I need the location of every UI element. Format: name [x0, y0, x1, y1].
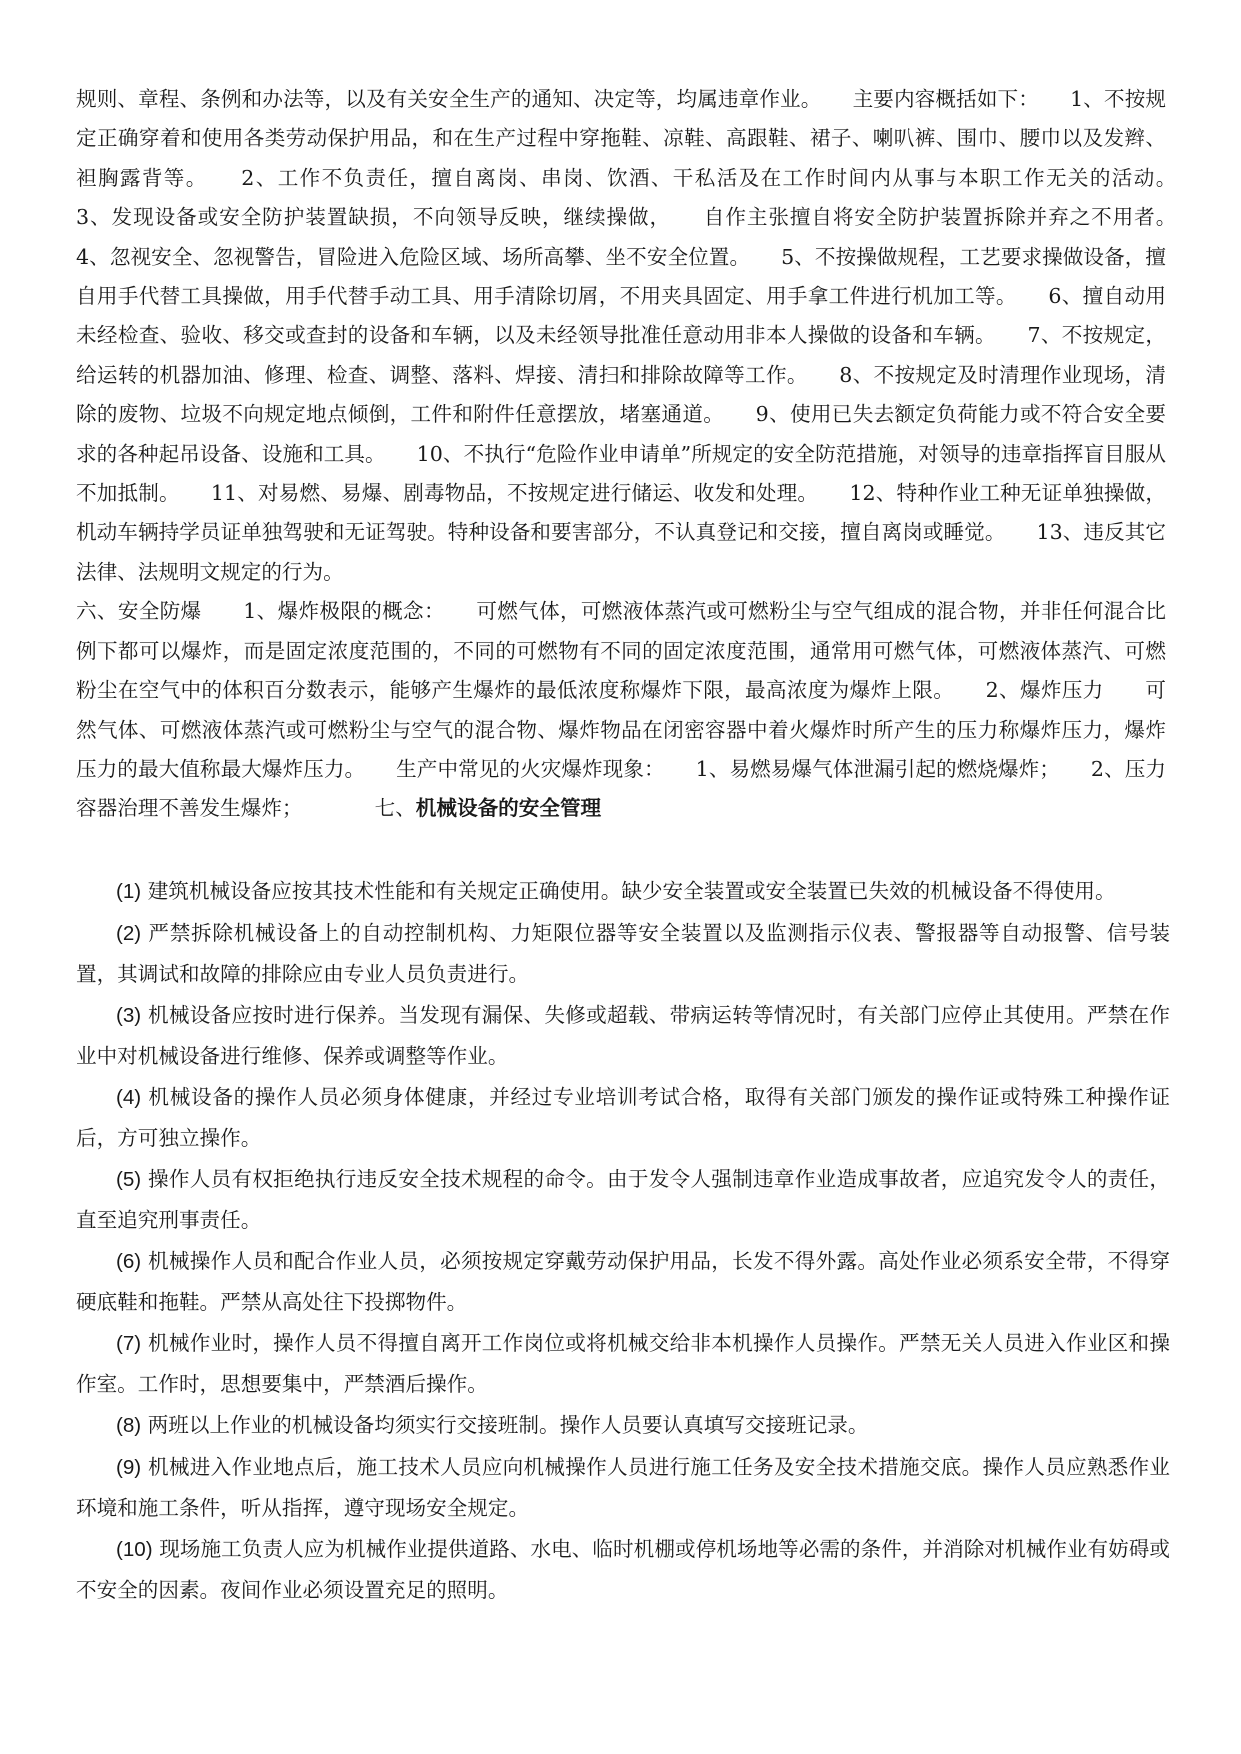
item-text: 机械设备的操作人员必须身体健康，并经过专业培训考试合格，取得有关部门颁发的操作证或特殊工种操作证后，方可独立操作。: [76, 1085, 1170, 1150]
list-item: [76, 871, 1170, 912]
list-item: [76, 1077, 1170, 1158]
item-number: (1): [116, 880, 142, 903]
list-item: [76, 995, 1170, 1076]
list-item: [76, 1405, 1170, 1446]
item-number: (2): [116, 922, 142, 945]
explosion-paragraph: [76, 592, 1166, 828]
item-text: 建筑机械设备应按其技术性能和有关规定正确使用。缺少安全装置或安全装置已失效的机械设备不得使用。: [147, 879, 1116, 903]
item-number: (10): [116, 1538, 153, 1561]
violations-paragraph: 规则、章程、条例和办法等，以及有关安全生产的通知、决定等，均属违章作业。 主要内容概括如下： 1、不按规定正确穿着和使用各类劳动保护用品，和在生产过程中穿拖鞋、凉鞋、高跟鞋、裙子、喇叭裤、围巾、腰巾以及发辫、袒胸露背等。 2、工作不负责任，擅自离岗、串岗、饮酒、干私活及在工作时间内从事与本职工作无关的活动。 3、发现设备或安全防护装置缺损，不向领导反映，继续操做， 自作主张擅自将安全防护装置拆除并弃之不用者。 4、忽视安全、忽视警告，冒险进入危险区域、场所高攀、坐不安全位置。 5、不按操做规程，工艺要求操做设备，擅自用手代替工具操做，用手代替手动工具、用手清除切屑，不用夹具固定、用手拿工件进行机加工等。 6、擅自动用未经检查、验收、移交或查封的设备和车辆，以及未经领导批准任意动用非本人操做的设备和车辆。 7、不按规定，给运转的机器加油、修理、检查、调整、落料、焊接、清扫和排除故障等工作。 8、不按规定及时清理作业现场，清除的废物、垃圾不向规定地点倾倒，工件和附件任意摆放，堵塞通道。 9、使用已失去额定负荷能力或不符合安全要求的各种起吊设备、设施和工具。 10、不执行“危险作业申请单”所规定的安全防范措施，对领导的违章指挥盲目服从不加抵制。 11、对易燃、易爆、剧毒物品，不按规定进行储运、收发和处理。 12、特种作业工种无证单独操做，机动车辆持学员证单独驾驶和无证驾驶。特种设备和要害部分，不认真登记和交接，擅自离岗或睡觉。 13、违反其它法律、法规明文规定的行为。: [76, 87, 1208, 584]
item-number: (8): [116, 1414, 142, 1437]
item-text: 机械设备应按时进行保养。当发现有漏保、失修或超载、带病运转等情况时，有关部门应停止其使用。严禁在作业中对机械设备进行维修、保养或调整等作业。: [76, 1003, 1171, 1068]
item-text: 两班以上作业的机械设备均须实行交接班制。操作人员要认真填写交接班记录。: [147, 1413, 869, 1437]
item-text: 操作人员有权拒绝执行违反安全技术规程的命令。由于发令人强制违章作业造成事故者，应追究发令人的责任，直至追究刑事责任。: [76, 1167, 1171, 1232]
list-item: [76, 913, 1170, 994]
list-item: [76, 1159, 1170, 1240]
list-item: [76, 1529, 1170, 1610]
body-text: [76, 80, 1208, 829]
explosion-text: 六、安全防爆 1、爆炸极限的概念： 可燃气体，可燃液体蒸汽或可燃粉尘与空气组成的混合物，并非任何混合比例下都可以爆炸，而是固定浓度范围的，不同的可燃物有不同的固定浓度范围，通常用可燃气体，可燃液体蒸汽、可燃粉尘在空气中的体积百分数表示，能够产生爆炸的最低浓度称爆炸下限，最高浓度为爆炸上限。 2、爆炸压力 可然气体、可燃液体蒸汽或可燃粉尘与空气的混合物、爆炸物品在闭密容器中着火爆炸时所产生的压力称爆炸压力，爆炸压力的最大值称最大爆炸压力。 生产中常见的火灾爆炸现象： 1、易燃易爆气体泄漏引起的燃烧爆炸； 2、压力容器治理不善发生爆炸； 七、: [76, 599, 1166, 821]
item-number: (5): [116, 1168, 142, 1191]
item-number: (7): [116, 1332, 142, 1355]
item-text: 现场施工负责人应为机械作业提供道路、水电、临时机棚或停机场地等必需的条件，并消除对机械作业有妨碍或不安全的因素。夜间作业必须设置充足的照明。: [76, 1537, 1171, 1602]
list-item: [76, 1241, 1170, 1322]
machinery-rules-list: [76, 871, 1170, 1611]
item-number: (9): [116, 1456, 142, 1479]
item-text: 严禁拆除机械设备上的自动控制机构、力矩限位器等安全装置以及监测指示仪表、警报器等自动报警、信号装置，其调试和故障的排除应由专业人员负责进行。: [76, 921, 1170, 986]
item-text: 机械操作人员和配合作业人员，必须按规定穿戴劳动保护用品，长发不得外露。高处作业必须系安全带，不得穿硬底鞋和拖鞋。严禁从高处往下投掷物件。: [76, 1249, 1171, 1314]
section-heading-7: 机械设备的安全管理: [415, 796, 602, 821]
item-number: (4): [116, 1086, 142, 1109]
list-item: [76, 1447, 1170, 1528]
item-text: 机械进入作业地点后，施工技术人员应向机械操作人员进行施工任务及安全技术措施交底。操作人员应熟悉作业环境和施工条件，听从指挥，遵守现场安全规定。: [76, 1455, 1171, 1520]
item-number: (3): [116, 1004, 142, 1027]
item-text: 机械作业时，操作人员不得擅自离开工作岗位或将机械交给非本机操作人员操作。严禁无关人员进入作业区和操作室。工作时，思想要集中，严禁酒后操作。: [76, 1331, 1171, 1396]
list-item: [76, 1323, 1170, 1404]
item-number: (6): [116, 1250, 142, 1273]
